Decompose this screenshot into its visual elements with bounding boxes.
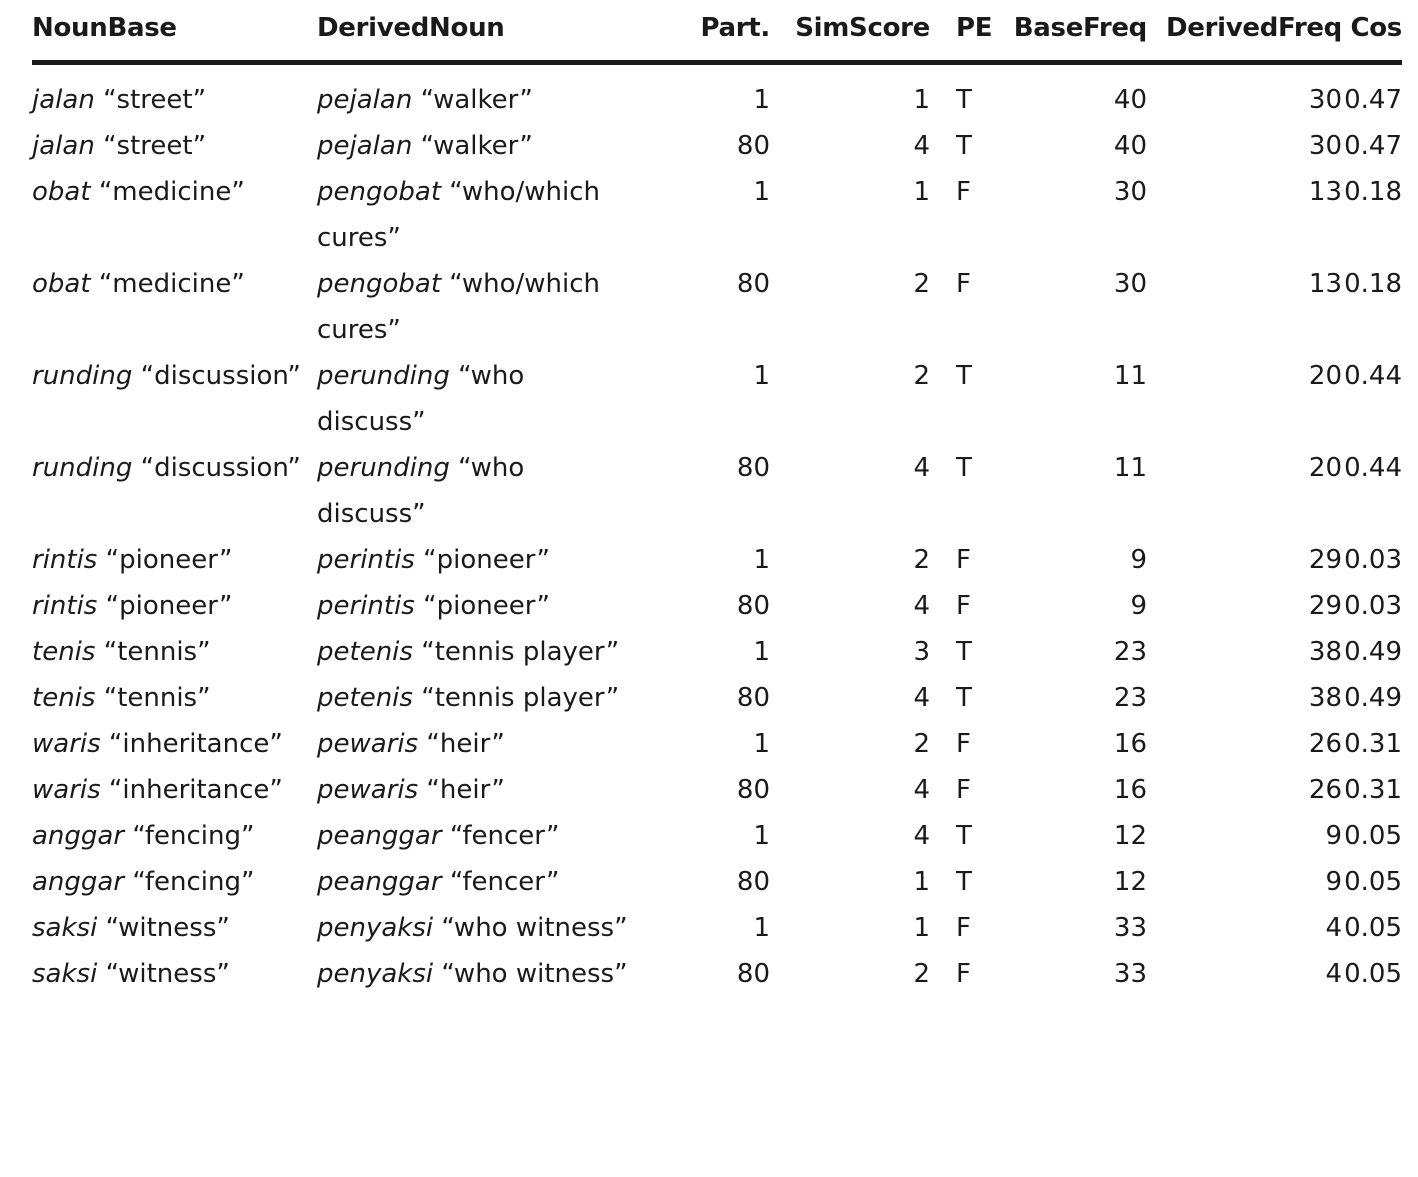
noun-base-cell — [32, 63, 317, 124]
base-word: anggar — [32, 821, 125, 851]
noun-base-cell — [32, 445, 317, 537]
cos-cell: 0.49 — [1344, 683, 1402, 713]
header-row — [32, 8, 1402, 63]
base-gloss: “witness” — [105, 913, 230, 943]
derived-word: pejalan — [317, 85, 413, 115]
base-word: waris — [32, 729, 101, 759]
part-cell: 1 — [753, 637, 770, 667]
derived-freq-cell: 26 — [1308, 775, 1342, 805]
simscore-cell: 1 — [913, 867, 930, 897]
base-freq-cell: 33 — [1113, 959, 1147, 989]
base-word: runding — [32, 361, 133, 391]
pe-cell: T — [956, 453, 972, 483]
col-header-part: Part. — [647, 8, 770, 63]
derived-noun-cell — [317, 859, 647, 905]
derived-word: perunding — [317, 453, 450, 483]
base-word: runding — [32, 453, 133, 483]
derived-gloss: “who/which cures” — [317, 177, 600, 253]
base-gloss: “medicine” — [98, 177, 245, 207]
pe-cell: T — [956, 637, 972, 667]
simscore-cell: 2 — [913, 269, 930, 299]
base-gloss: “tennis” — [103, 683, 211, 713]
part-cell: 80 — [736, 453, 770, 483]
derived-freq-cell: 20 — [1308, 361, 1342, 391]
simscore-cell: 1 — [913, 85, 930, 115]
table-row — [32, 675, 1402, 721]
derived-gloss: “pioneer” — [423, 591, 550, 621]
base-freq-cell: 12 — [1113, 821, 1147, 851]
noun-base-cell — [32, 169, 317, 261]
derived-word: pejalan — [317, 131, 413, 161]
cos-cell: 0.18 — [1344, 177, 1402, 207]
base-word: tenis — [32, 683, 96, 713]
base-gloss: “street” — [103, 131, 207, 161]
derived-freq-cell: 9 — [1325, 867, 1342, 897]
part-cell: 80 — [736, 867, 770, 897]
simscore-cell: 4 — [913, 591, 930, 621]
part-cell: 80 — [736, 775, 770, 805]
noun-base-cell — [32, 629, 317, 675]
col-header-cos: Cos — [1342, 8, 1402, 63]
col-header-pe: PE — [930, 8, 992, 63]
pe-cell: F — [956, 591, 971, 621]
part-cell: 80 — [736, 959, 770, 989]
table-row — [32, 353, 1402, 445]
derived-gloss: “heir” — [426, 729, 505, 759]
table-row — [32, 951, 1402, 997]
derived-gloss: “heir” — [426, 775, 505, 805]
derived-freq-cell: 13 — [1308, 269, 1342, 299]
noun-base-cell — [32, 951, 317, 997]
derived-gloss: “who discuss” — [317, 361, 525, 437]
table-body — [32, 63, 1402, 998]
table-row — [32, 721, 1402, 767]
simscore-cell: 4 — [913, 821, 930, 851]
table-row — [32, 905, 1402, 951]
derived-gloss: “walker” — [420, 131, 533, 161]
simscore-cell: 2 — [913, 959, 930, 989]
base-word: waris — [32, 775, 101, 805]
derived-word: petenis — [317, 637, 413, 667]
base-freq-cell: 23 — [1113, 683, 1147, 713]
cos-cell: 0.47 — [1344, 85, 1402, 115]
pe-cell: F — [956, 913, 971, 943]
part-cell: 1 — [753, 177, 770, 207]
pe-cell: T — [956, 85, 972, 115]
base-freq-cell: 33 — [1113, 913, 1147, 943]
derived-word: pengobat — [317, 177, 442, 207]
derived-noun-cell — [317, 583, 647, 629]
noun-base-cell — [32, 583, 317, 629]
simscore-cell: 3 — [913, 637, 930, 667]
derived-gloss: “fencer” — [449, 821, 560, 851]
part-cell: 80 — [736, 131, 770, 161]
part-cell: 80 — [736, 683, 770, 713]
pe-cell: F — [956, 545, 971, 575]
part-cell: 1 — [753, 821, 770, 851]
base-word: saksi — [32, 959, 98, 989]
base-freq-cell: 16 — [1113, 775, 1147, 805]
derived-gloss: “pioneer” — [423, 545, 550, 575]
noun-base-cell — [32, 123, 317, 169]
noun-base-cell — [32, 537, 317, 583]
derived-word: peanggar — [317, 867, 442, 897]
part-cell: 1 — [753, 85, 770, 115]
derived-word: pewaris — [317, 729, 419, 759]
table-row — [32, 629, 1402, 675]
cos-cell: 0.31 — [1344, 729, 1402, 759]
table-row — [32, 767, 1402, 813]
cos-cell: 0.31 — [1344, 775, 1402, 805]
simscore-cell: 4 — [913, 131, 930, 161]
derived-gloss: “walker” — [420, 85, 533, 115]
derived-noun-cell — [317, 767, 647, 813]
derived-freq-cell: 13 — [1308, 177, 1342, 207]
base-freq-cell: 40 — [1113, 131, 1147, 161]
part-cell: 1 — [753, 361, 770, 391]
base-word: anggar — [32, 867, 125, 897]
derived-gloss: “fencer” — [449, 867, 560, 897]
base-freq-cell: 40 — [1113, 85, 1147, 115]
derived-freq-cell: 29 — [1308, 545, 1342, 575]
noun-base-cell — [32, 261, 317, 353]
derived-noun-cell — [317, 675, 647, 721]
pe-cell: T — [956, 683, 972, 713]
derived-freq-cell: 29 — [1308, 591, 1342, 621]
derived-gloss: “who discuss” — [317, 453, 525, 529]
pe-cell: T — [956, 821, 972, 851]
derived-noun-cell — [317, 353, 647, 445]
base-gloss: “discussion” — [140, 361, 301, 391]
table-row — [32, 169, 1402, 261]
derived-word: penyaksi — [317, 959, 434, 989]
table-row — [32, 859, 1402, 905]
base-gloss: “discussion” — [140, 453, 301, 483]
derived-word: pengobat — [317, 269, 442, 299]
derived-noun-cell — [317, 123, 647, 169]
derived-noun-cell — [317, 537, 647, 583]
derived-gloss: “tennis player” — [421, 683, 620, 713]
derived-word: pewaris — [317, 775, 419, 805]
derived-gloss: “who witness” — [441, 913, 628, 943]
pe-cell: T — [956, 131, 972, 161]
base-freq-cell: 9 — [1130, 591, 1147, 621]
noun-base-cell — [32, 767, 317, 813]
pe-cell: T — [956, 361, 972, 391]
cos-cell: 0.44 — [1344, 361, 1402, 391]
data-table — [32, 8, 1402, 997]
derived-noun-cell — [317, 169, 647, 261]
base-gloss: “tennis” — [103, 637, 211, 667]
derived-word: petenis — [317, 683, 413, 713]
derived-word: perunding — [317, 361, 450, 391]
pe-cell: F — [956, 269, 971, 299]
base-word: tenis — [32, 637, 96, 667]
col-header-basefreq: BaseFreq — [992, 8, 1147, 63]
base-word: obat — [32, 177, 91, 207]
derived-word: penyaksi — [317, 913, 434, 943]
base-freq-cell: 11 — [1113, 453, 1147, 483]
base-word: jalan — [32, 131, 95, 161]
base-freq-cell: 12 — [1113, 867, 1147, 897]
derived-freq-cell: 20 — [1308, 453, 1342, 483]
table-header — [32, 8, 1402, 63]
table-row — [32, 537, 1402, 583]
pe-cell: F — [956, 959, 971, 989]
cos-cell: 0.49 — [1344, 637, 1402, 667]
table-row — [32, 813, 1402, 859]
simscore-cell: 1 — [913, 913, 930, 943]
base-gloss: “street” — [103, 85, 207, 115]
table-row — [32, 583, 1402, 629]
base-gloss: “fencing” — [132, 867, 255, 897]
simscore-cell: 4 — [913, 775, 930, 805]
base-freq-cell: 11 — [1113, 361, 1147, 391]
pe-cell: T — [956, 867, 972, 897]
base-word: rintis — [32, 591, 98, 621]
derived-word: perintis — [317, 591, 415, 621]
derived-noun-cell — [317, 721, 647, 767]
part-cell: 1 — [753, 545, 770, 575]
pe-cell: F — [956, 775, 971, 805]
simscore-cell: 2 — [913, 361, 930, 391]
part-cell: 80 — [736, 269, 770, 299]
derived-freq-cell: 30 — [1308, 85, 1342, 115]
simscore-cell: 2 — [913, 729, 930, 759]
cos-cell: 0.05 — [1344, 959, 1402, 989]
table-row — [32, 63, 1402, 124]
cos-cell: 0.05 — [1344, 913, 1402, 943]
base-gloss: “medicine” — [98, 269, 245, 299]
simscore-cell: 4 — [913, 683, 930, 713]
cos-cell: 0.44 — [1344, 453, 1402, 483]
pe-cell: F — [956, 729, 971, 759]
base-freq-cell: 9 — [1130, 545, 1147, 575]
derived-noun-cell — [317, 261, 647, 353]
derived-word: peanggar — [317, 821, 442, 851]
base-word: jalan — [32, 85, 95, 115]
base-gloss: “witness” — [105, 959, 230, 989]
pe-cell: F — [956, 177, 971, 207]
part-cell: 1 — [753, 913, 770, 943]
noun-base-cell — [32, 721, 317, 767]
derived-word: perintis — [317, 545, 415, 575]
base-gloss: “inheritance” — [108, 729, 283, 759]
derived-noun-cell — [317, 445, 647, 537]
simscore-cell: 2 — [913, 545, 930, 575]
derived-noun-cell — [317, 951, 647, 997]
noun-base-cell — [32, 905, 317, 951]
derived-gloss: “tennis player” — [421, 637, 620, 667]
col-header-nounbase: NounBase — [32, 8, 317, 63]
table-row — [32, 445, 1402, 537]
derived-freq-cell: 30 — [1308, 131, 1342, 161]
derived-noun-cell — [317, 63, 647, 124]
base-freq-cell: 30 — [1113, 269, 1147, 299]
derived-freq-cell: 26 — [1308, 729, 1342, 759]
derived-freq-cell: 4 — [1325, 959, 1342, 989]
base-freq-cell: 23 — [1113, 637, 1147, 667]
derived-noun-cell — [317, 629, 647, 675]
cos-cell: 0.03 — [1344, 545, 1402, 575]
base-word: rintis — [32, 545, 98, 575]
derived-freq-cell: 38 — [1308, 683, 1342, 713]
col-header-derivednoun: DerivedNoun — [317, 8, 647, 63]
cos-cell: 0.18 — [1344, 269, 1402, 299]
col-header-derivedfreq: DerivedFreq — [1147, 8, 1342, 63]
noun-base-cell — [32, 675, 317, 721]
simscore-cell: 1 — [913, 177, 930, 207]
base-word: saksi — [32, 913, 98, 943]
derived-gloss: “who/which cures” — [317, 269, 600, 345]
derived-noun-cell — [317, 813, 647, 859]
base-gloss: “fencing” — [132, 821, 255, 851]
table-row — [32, 123, 1402, 169]
cos-cell: 0.05 — [1344, 867, 1402, 897]
base-gloss: “pioneer” — [105, 591, 233, 621]
derived-freq-cell: 9 — [1325, 821, 1342, 851]
part-cell: 80 — [736, 591, 770, 621]
noun-base-cell — [32, 813, 317, 859]
noun-base-cell — [32, 353, 317, 445]
base-gloss: “pioneer” — [105, 545, 233, 575]
part-cell: 1 — [753, 729, 770, 759]
simscore-cell: 4 — [913, 453, 930, 483]
derived-gloss: “who witness” — [441, 959, 628, 989]
derived-noun-cell — [317, 905, 647, 951]
base-freq-cell: 30 — [1113, 177, 1147, 207]
cos-cell: 0.03 — [1344, 591, 1402, 621]
noun-base-cell — [32, 859, 317, 905]
col-header-simscore: SimScore — [770, 8, 930, 63]
derived-freq-cell: 4 — [1325, 913, 1342, 943]
cos-cell: 0.05 — [1344, 821, 1402, 851]
derived-freq-cell: 38 — [1308, 637, 1342, 667]
base-gloss: “inheritance” — [108, 775, 283, 805]
cos-cell: 0.47 — [1344, 131, 1402, 161]
table-row — [32, 261, 1402, 353]
base-word: obat — [32, 269, 91, 299]
base-freq-cell: 16 — [1113, 729, 1147, 759]
